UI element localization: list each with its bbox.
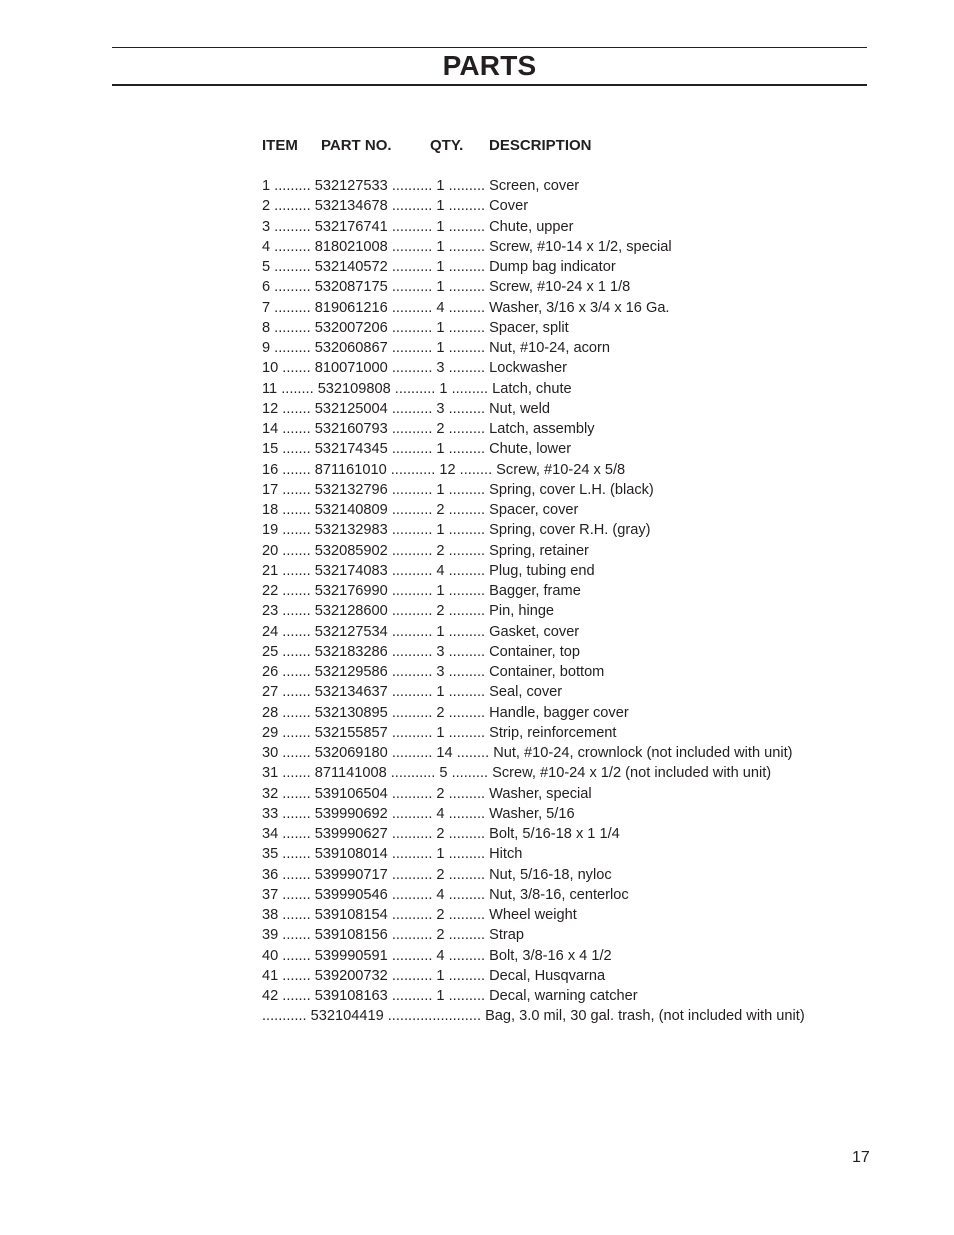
parts-row: 35 ....... 539108014 .......... 1 ......... Hitch [262, 846, 523, 863]
parts-row: 42 ....... 539108163 .......... 1 ......... Decal, warning catcher [262, 988, 638, 1004]
parts-row: 41 ....... 539200732 .......... 1 ......... Decal, Husqvarna [262, 967, 606, 984]
parts-row: 16 ....... 871161010 ........... 12 ........ Screw, #10-24 x 5/8 [262, 461, 626, 478]
parts-row: 36 ....... 539990717 .......... 2 ......... Nut, 5/16-18, nyloc [262, 866, 612, 883]
header-part-no: PART NO. [321, 137, 392, 154]
parts-row: 37 ....... 539990546 .......... 4 ......... Nut, 3/8-16, centerloc [262, 886, 629, 903]
page-title: PARTS [442, 50, 537, 81]
parts-row: 25 ....... 532183286 .......... 3 ......... Container, top [262, 643, 581, 660]
parts-row: 22 ....... 532176990 .......... 1 ......... Bagger, frame [262, 583, 581, 599]
parts-list [262, 176, 862, 1027]
parts-row: 2 ......... 532134678 .......... 1 ......... Cover [262, 198, 529, 215]
title-rule-top [112, 47, 867, 48]
parts-row: 9 ......... 532060867 .......... 1 ......... Nut, #10-24, acorn [262, 340, 611, 356]
parts-row: 32 ....... 539106504 .......... 2 ......... Washer, special [262, 785, 592, 802]
parts-row: 34 ....... 539990627 .......... 2 ......... Bolt, 5/16-18 x 1 1/4 [262, 826, 620, 842]
parts-row: 4 ......... 818021008 .......... 1 ......... Screw, #10-14 x 1/2, special [262, 238, 672, 255]
header-qty: QTY. [430, 137, 464, 154]
parts-row: 18 ....... 532140809 .......... 2 ......... Spacer, cover [262, 502, 579, 518]
parts-row: 17 ....... 532132796 .......... 1 ......... Spring, cover L.H. (black) [262, 481, 654, 498]
parts-row: 29 ....... 532155857 .......... 1 ......... Strip, reinforcement [262, 724, 617, 741]
parts-row: 10 ....... 810071000 .......... 3 ......... Lockwasher [262, 360, 568, 377]
parts-row: 19 ....... 532132983 .......... 1 ......... Spring, cover R.H. (gray) [262, 522, 651, 539]
parts-row: 12 ....... 532125004 .......... 3 ......... Nut, weld [262, 400, 550, 417]
parts-row: 7 ......... 819061216 .......... 4 ......... Washer, 3/16 x 3/4 x 16 Ga. [262, 299, 670, 316]
parts-row: 27 ....... 532134637 .......... 1 ......... Seal, cover [262, 684, 563, 701]
parts-row: 30 ....... 532069180 .......... 14 ........ Nut, #10-24, crownlock (not included with unit) [262, 745, 793, 761]
parts-row: 38 ....... 539108154 .......... 2 ......... Wheel weight [262, 907, 577, 923]
parts-row: 21 ....... 532174083 .......... 4 ......... Plug, tubing end [262, 562, 595, 579]
header-description: DESCRIPTION [489, 137, 592, 154]
parts-row: 1 ......... 532127533 .......... 1 ......... Screen, cover [262, 178, 580, 194]
parts-row: 3 ......... 532176741 .......... 1 ......... Chute, upper [262, 218, 574, 235]
parts-row: ........... 532104419 ....................... Bag, 3.0 mil, 30 gal. trash, (not included with unit) [262, 1008, 805, 1025]
parts-row: 8 ......... 532007206 .......... 1 ......... Spacer, split [262, 319, 569, 336]
parts-row: 40 ....... 539990591 .......... 4 ......... Bolt, 3/8-16 x 4 1/2 [262, 947, 612, 964]
parts-row: 20 ....... 532085902 .......... 2 ......... Spring, retainer [262, 542, 589, 559]
parts-row: 14 ....... 532160793 .......... 2 ......... Latch, assembly [262, 421, 595, 437]
parts-row: 39 ....... 539108156 .......... 2 ......... Strap [262, 927, 525, 944]
header-item: ITEM [262, 137, 298, 154]
parts-column-headers [0, 137, 954, 157]
parts-row: 33 ....... 539990692 .......... 4 ......... Washer, 5/16 [262, 805, 575, 822]
parts-row: 31 ....... 871141008 ........... 5 ......... Screw, #10-24 x 1/2 (not included with unit) [262, 765, 772, 782]
page-number: 17 [852, 1149, 870, 1166]
parts-row: 11 ........ 532109808 .......... 1 ......... Latch, chute [262, 380, 572, 397]
parts-row: 23 ....... 532128600 .......... 2 ......... Pin, hinge [262, 603, 555, 620]
parts-row: 26 ....... 532129586 .......... 3 ......... Container, bottom [262, 664, 605, 680]
title-rule-bottom [112, 84, 867, 86]
parts-row: 6 ......... 532087175 .......... 1 ......... Screw, #10-24 x 1 1/8 [262, 279, 631, 296]
parts-row: 5 ......... 532140572 .......... 1 ......... Dump bag indicator [262, 259, 616, 275]
parts-row: 15 ....... 532174345 .......... 1 ......... Chute, lower [262, 441, 572, 458]
parts-row: 28 ....... 532130895 .......... 2 ......... Handle, bagger cover [262, 704, 629, 721]
parts-row: 24 ....... 532127534 .......... 1 ......... Gasket, cover [262, 623, 580, 640]
